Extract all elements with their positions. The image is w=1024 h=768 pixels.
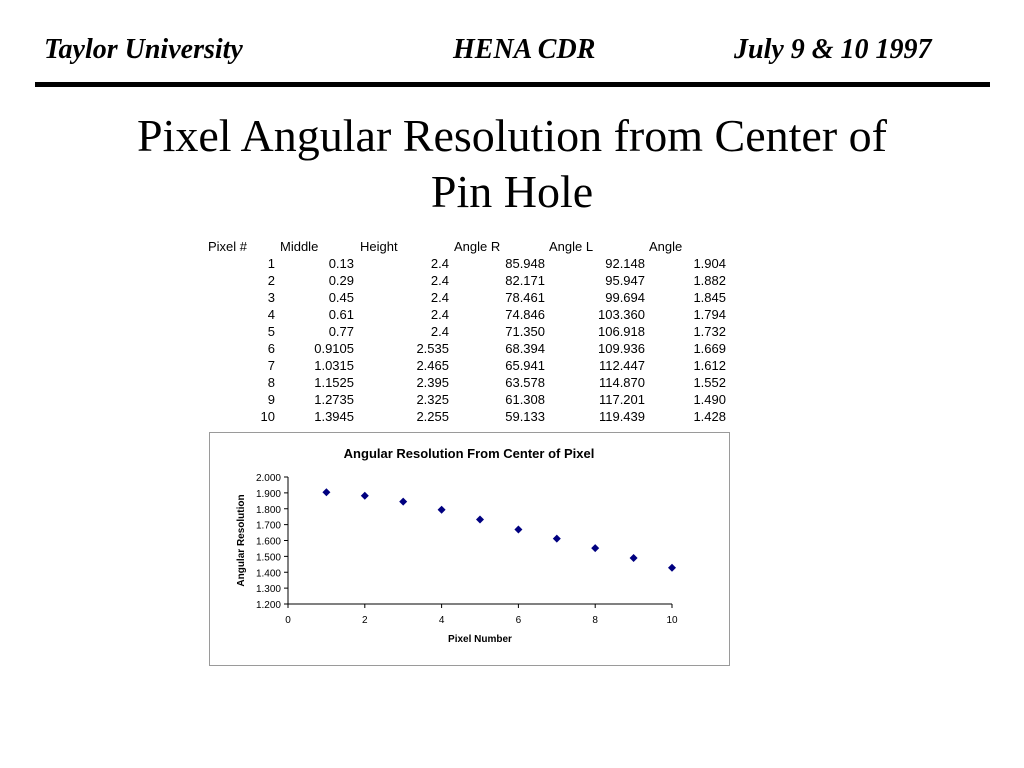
table-cell: 1.845 [693,290,726,305]
data-point [361,492,369,500]
x-tick-label: 4 [438,615,445,626]
data-point [438,506,446,514]
table-cell: 99.694 [605,290,645,305]
table-cell: 1.428 [693,409,726,424]
data-point [399,498,407,506]
y-tick-label: 1.900 [255,488,281,500]
table-cell: 8 [267,375,275,390]
table-row [200,306,740,323]
slide-title-line-1: Pixel Angular Resolution from Center of [137,110,887,161]
table-cell: 63.578 [505,375,545,390]
table-cell: 3 [267,290,275,305]
table-row [200,357,740,374]
table-row [200,340,740,357]
table-row [200,272,740,289]
table-cell: 0.77 [328,324,354,339]
table-cell: 2.4 [430,307,449,322]
table-cell: 9 [267,392,275,407]
table-header-row [200,238,740,255]
slide-header [0,34,1024,74]
table-cell: 0.45 [328,290,354,305]
table-cell: 2.255 [416,409,449,424]
scatter-chart [210,433,729,665]
table-cell: 103.360 [598,307,645,322]
table-cell: 2.4 [430,324,449,339]
header-event: HENA CDR [453,34,596,65]
table-column-header: Pixel # [208,239,248,254]
table-cell: 119.439 [598,409,645,424]
table-cell: 7 [267,358,275,373]
table-cell: 95.947 [605,273,645,288]
x-tick-label: 8 [592,615,598,626]
table-cell: 59.133 [505,409,545,424]
table-cell: 112.447 [598,358,645,373]
table-cell: 2.395 [416,375,449,390]
table-cell: 2.535 [416,341,449,356]
table-cell: 109.936 [598,341,645,356]
table-cell: 1.552 [693,375,726,390]
x-tick-label: 10 [666,615,678,626]
table-cell: 74.846 [505,307,545,322]
table-cell: 0.13 [328,256,354,271]
table-cell: 1.3945 [314,409,354,424]
x-tick-label: 2 [362,615,368,626]
data-point [553,535,561,543]
table-cell: 0.29 [328,273,354,288]
table-column-header: Angle L [549,239,594,254]
y-tick-label: 1.600 [255,536,281,548]
table-cell: 65.941 [505,358,545,373]
table-cell: 2 [267,273,275,288]
table-column-header: Angle [649,239,683,254]
table-row [200,323,740,340]
table-cell: 92.148 [605,256,645,271]
chart-title: Angular Resolution From Center of Pixel [343,446,595,461]
chart-container [209,432,730,666]
data-point [630,554,638,562]
x-tick-label: 0 [285,615,291,626]
x-axis-label: Pixel Number [448,634,512,645]
table-cell: 5 [267,324,275,339]
table-cell: 117.201 [598,392,645,407]
table-cell: 114.870 [598,375,645,390]
table-cell: 2.4 [430,273,449,288]
slide-title-line-2: Pin Hole [430,166,594,217]
table-cell: 78.461 [505,290,545,305]
table-cell: 1 [267,256,275,271]
table-cell: 2.4 [430,256,449,271]
table-cell: 1.882 [693,273,726,288]
slide-title [0,108,1024,220]
table-cell: 85.948 [505,256,545,271]
y-tick-label: 1.400 [255,568,281,580]
header-rule [35,82,990,87]
table-column-header: Height [360,239,398,254]
table-row [200,391,740,408]
table-cell: 1.904 [693,256,726,271]
x-tick-label: 6 [515,615,522,626]
table-cell: 1.2735 [314,392,354,407]
y-tick-label: 2.000 [255,473,281,484]
table-cell: 1.0315 [314,358,354,373]
table-cell: 61.308 [505,392,545,407]
table-cell: 106.918 [598,324,645,339]
table-cell: 1.490 [693,392,726,407]
data-point [668,564,676,572]
table-cell: 68.394 [505,341,545,356]
table-cell: 71.350 [505,324,545,339]
table-row [200,289,740,306]
y-tick-label: 1.200 [255,600,281,611]
table-cell: 4 [267,307,275,322]
table-cell: 0.9105 [314,341,354,356]
table-column-header: Angle R [454,239,501,254]
table-column-header: Middle [280,239,319,254]
y-tick-label: 1.700 [255,520,281,532]
data-point [476,516,484,524]
data-table [200,238,740,425]
table-cell: 2.465 [416,358,449,373]
y-tick-label: 1.800 [255,504,281,516]
table-cell: 1.612 [693,358,726,373]
y-tick-label: 1.300 [255,584,281,596]
table-cell: 1.732 [693,324,726,339]
table-row [200,255,740,272]
table-row [200,408,740,425]
table-cell: 1.794 [693,307,726,322]
table-cell: 10 [260,409,275,424]
table-cell: 0.61 [328,307,354,322]
table-cell: 1.669 [693,341,726,356]
header-university: Taylor University [44,34,243,65]
data-point [322,488,330,496]
y-tick-label: 1.500 [255,552,281,564]
table-cell: 82.171 [505,273,545,288]
table-cell: 6 [267,341,275,356]
header-date: July 9 & 10 1997 [734,34,932,65]
data-point [514,526,522,534]
data-point [591,544,599,552]
table-cell: 2.4 [430,290,449,305]
table-cell: 2.325 [416,392,449,407]
table-cell: 1.1525 [314,375,354,390]
table-row [200,374,740,391]
y-axis-label: Angular Resolution [236,494,247,587]
